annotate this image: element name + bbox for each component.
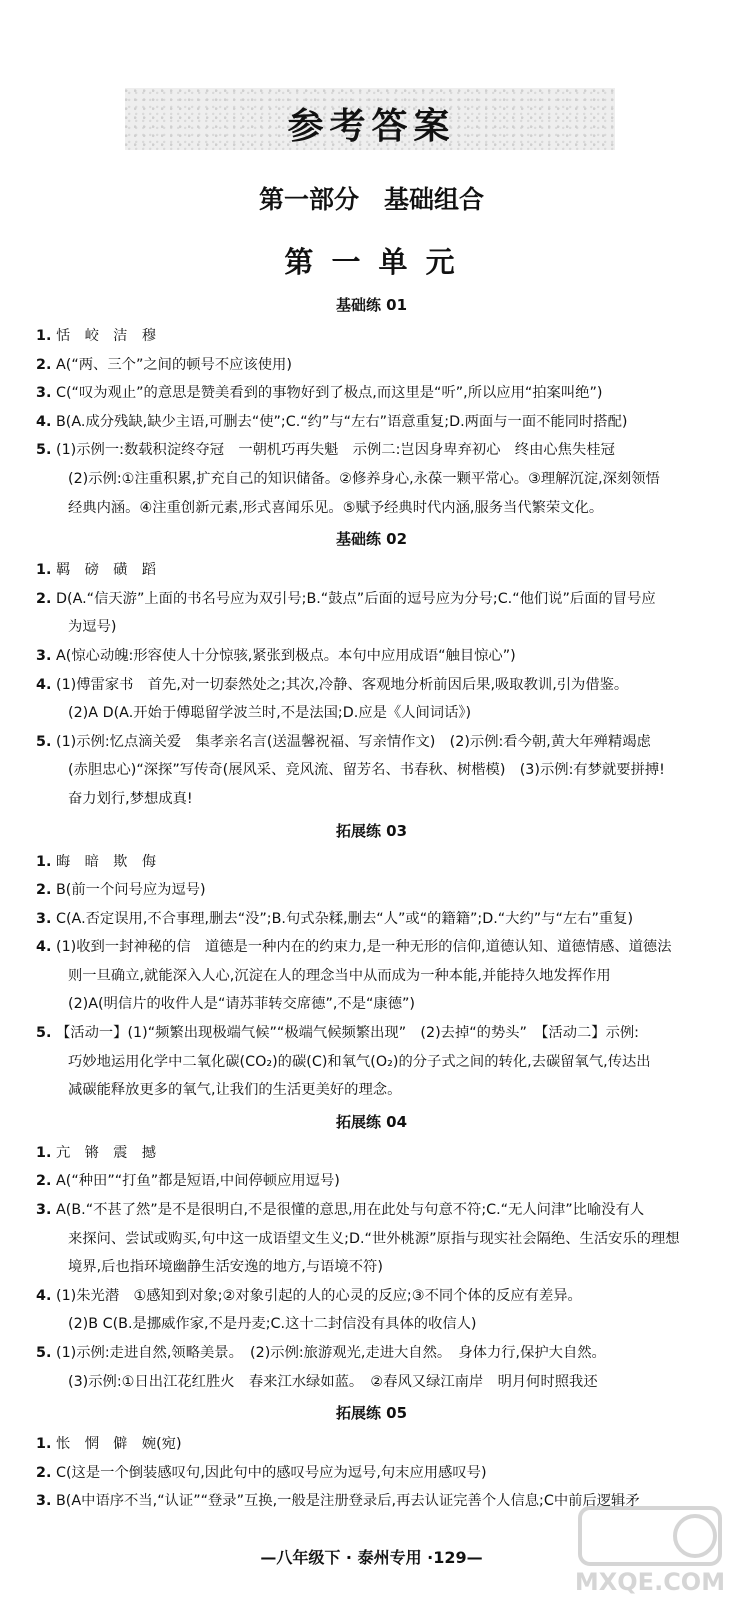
answer-line	[0, 1225, 743, 1254]
answer-text: (2)B C(B.是挪威作家,不是丹麦;C.这十二封信没有具体的收信人)	[68, 1316, 477, 1333]
question-number: 3.	[36, 910, 52, 927]
answer-line	[0, 1253, 743, 1282]
question-number: 3.	[36, 647, 52, 664]
question-number: 5.	[36, 733, 52, 750]
answer-line	[0, 905, 743, 934]
answer-text: 恬 峧 洁 穆	[56, 328, 157, 344]
answer-text: A(“种田”“打鱼”都是短语,中间停顿应用逗号)	[56, 1173, 340, 1190]
answer-line	[0, 556, 743, 585]
question-number: 5.	[36, 1345, 52, 1361]
question-number: 4.	[36, 413, 52, 430]
answer-line	[0, 1196, 743, 1225]
answer-text: 减碳能释放更多的氧气,让我们的生活更美好的理念。	[68, 1082, 402, 1099]
section-heading: 拓展练 04	[335, 1112, 408, 1131]
answer-text: 则一旦确立,就能深入人心,沉淀在人的理念当中从而成为一种本能,并能持久地发挥作用	[68, 967, 611, 984]
answer-text: 来探问、尝试或购买,句中这一成语望文生义;D.“世外桃源”原指与现实社会隔绝、生活安乐的理想	[68, 1230, 680, 1247]
answer-text: B(前一个问号应为逗号)	[56, 882, 206, 899]
answer-line	[0, 848, 743, 877]
answer-line	[0, 1139, 743, 1168]
part-title: 第一部分 基础组合	[258, 185, 484, 214]
answer-line	[0, 1019, 743, 1048]
answer-text: 经典内涵。④注重创新元素,形式喜闻乐见。⑤赋予经典时代内涵,服务当代繁荣文化。	[68, 499, 604, 516]
page-footer: —八年级下 · 泰州专用 ·129—	[260, 1548, 483, 1567]
section-heading: 拓展练 03	[335, 821, 408, 840]
answer-text: (3)示例:①日出江花红胜火 春来江水绿如蓝。 ②春风又绿江南岸 明月何时照我还	[68, 1373, 598, 1390]
answer-text: (1)示例一:数载积淀终夺冠 一朝机巧再失魁 示例二:岂因身卑弃初心 终由心焦失桂冠	[56, 442, 615, 459]
question-number: 1.	[36, 853, 52, 870]
answer-text: D(A.“信天游”上面的书名号应为双引号;B.“鼓点”后面的逗号应为分号;C.“他们说”后面的冒号应	[56, 590, 656, 607]
answer-line	[0, 494, 743, 523]
question-number: 2.	[36, 590, 52, 607]
answer-line	[0, 990, 743, 1019]
answer-text: C(这是一个倒装感叹句,因此句中的感叹号应为逗号,句末应用感叹号)	[56, 1464, 487, 1481]
answer-line	[0, 351, 743, 380]
answer-text: 怅 惘 僻 婉(宛)	[56, 1436, 182, 1453]
answer-text: 为逗号)	[68, 619, 117, 636]
answer-text: 奋力划行,梦想成真!	[68, 790, 193, 807]
answer-line	[0, 1167, 743, 1196]
answer-line	[0, 322, 743, 351]
question-number: 4.	[36, 1287, 52, 1304]
section-heading: 基础练 01	[335, 296, 408, 314]
answer-text: (1)朱光潜 ①感知到对象;②对象引起的人的心灵的反应;③不同个体的反应有差异。	[56, 1287, 582, 1304]
answer-text: A(“两、三个”之间的顿号不应该使用)	[56, 356, 292, 373]
svg-text:MXQE.COM: MXQE.COM	[574, 1568, 726, 1596]
answer-line	[0, 408, 743, 437]
answer-text: B(A中语序不当,“认证”“登录”互换,一般是注册登录后,再去认证完善个人信息;C中前后逻辑矛	[56, 1493, 640, 1510]
answer-text: (2)A D(A.开始于傅聪留学波兰时,不是法国;D.应是《人间词话》)	[68, 705, 472, 722]
answer-line	[0, 699, 743, 728]
answer-line	[0, 876, 743, 905]
answer-text: A(B.“不甚了然”是不是很明白,不是很懂的意思,用在此处与句意不符;C.“无人问津”比喻没有人	[56, 1202, 645, 1219]
answer-text: (赤胆忠心)“深探”写传奇(展风采、竞风流、留芳名、书春秋、树楷模) (3)示例:有梦就要拼搏!	[68, 762, 665, 779]
question-number: 3.	[36, 1493, 52, 1510]
answer-text: (1)示例:走进自然,领略美景。 (2)示例:旅游观光,走进大自然。 身体力行,保护大自然。	[56, 1345, 606, 1361]
answer-line	[0, 1459, 743, 1488]
question-number: 1.	[36, 562, 52, 579]
answer-line	[0, 613, 743, 642]
question-number: 3.	[36, 385, 52, 402]
question-number: 1.	[36, 328, 52, 344]
answer-line	[0, 728, 743, 757]
answer-line	[0, 671, 743, 700]
answer-text: 境界,后也指环境幽静生活安逸的地方,与语境不符)	[68, 1259, 383, 1276]
answer-text: 羁 磅 磺 蹈	[56, 562, 157, 579]
unit-title: 第 一 单 元	[284, 245, 459, 279]
answer-content	[0, 288, 743, 1516]
answer-line	[0, 756, 743, 785]
answer-line	[0, 1430, 743, 1459]
page-title: 参考答案	[287, 105, 456, 147]
question-number: 4.	[36, 676, 52, 693]
answer-text: (1)傅雷家书 首先,对一切泰然处之;其次,冷静、客观地分析前因后果,吸取教训,引为借鉴。	[56, 676, 629, 693]
answer-line	[0, 1368, 743, 1397]
answer-line	[0, 1076, 743, 1105]
question-number: 2.	[36, 1464, 52, 1481]
answer-line	[0, 465, 743, 494]
answer-text: C(“叹为观止”的意思是赞美看到的事物好到了极点,而这里是“听”,所以应用“拍案叫绝”)	[56, 385, 603, 402]
answer-text: 【活动一】(1)“频繁出现极端气候”“极端气候频繁出现” (2)去掉“的势头” 【活动二】示例:	[56, 1025, 639, 1042]
answer-line	[0, 1310, 743, 1339]
answer-line	[0, 1339, 743, 1368]
watermark-logo-icon	[560, 1500, 740, 1600]
answer-text: (2)A(明信片的收件人是“请苏菲转交席德”,不是“康德”)	[68, 996, 415, 1013]
answer-line	[0, 379, 743, 408]
section-heading: 基础练 02	[335, 530, 408, 549]
question-number: 1.	[36, 1144, 52, 1161]
answer-text: 巧妙地运用化学中二氧化碳(CO₂)的碳(C)和氧气(O₂)的分子式之间的转化,去碳留氧气,传达出	[68, 1053, 651, 1070]
answer-text: (1)收到一封神秘的信 道德是一种内在的约束力,是一种无形的信仰,道德认知、道德情感、道德法	[56, 939, 672, 956]
answer-text: 亢 锵 震 撼	[56, 1144, 157, 1161]
question-number: 5.	[36, 442, 52, 459]
answer-text: (2)示例:①注重积累,扩充自己的知识储备。②修养身心,永葆一颗平常心。③理解沉淀,深刻领悟	[68, 470, 660, 487]
answer-text: A(惊心动魄:形容使人十分惊骇,紧张到极点。本句中应用成语“触目惊心”)	[56, 647, 516, 664]
answer-line	[0, 1282, 743, 1311]
section-heading: 拓展练 05	[335, 1404, 408, 1423]
answer-line	[0, 1048, 743, 1077]
answer-text: (1)示例:忆点滴关爱 集孝亲名言(送温馨祝福、写亲情作文) (2)示例:看今朝,黄大年殚精竭虑	[56, 733, 651, 750]
answer-line	[0, 585, 743, 614]
question-number: 1.	[36, 1436, 52, 1453]
question-number: 3.	[36, 1202, 52, 1219]
answer-text: B(A.成分残缺,缺少主语,可删去“使”;C.“约”与“左右”语意重复;D.两面与一面不能同时搭配)	[56, 413, 628, 430]
question-number: 2.	[36, 882, 52, 899]
answer-line	[0, 436, 743, 465]
answer-line	[0, 642, 743, 671]
question-number: 4.	[36, 939, 52, 956]
answer-line	[0, 785, 743, 814]
question-number: 2.	[36, 356, 52, 373]
question-number: 5.	[36, 1025, 52, 1042]
answer-text: 晦 暗 欺 侮	[56, 853, 157, 870]
answer-line	[0, 933, 743, 962]
answer-line	[0, 962, 743, 991]
question-number: 2.	[36, 1173, 52, 1190]
answer-text: C(A.否定误用,不合事理,删去“没”;B.句式杂糅,删去“人”或“的籍籍”;D.“大约”与“左右”重复)	[56, 910, 634, 927]
